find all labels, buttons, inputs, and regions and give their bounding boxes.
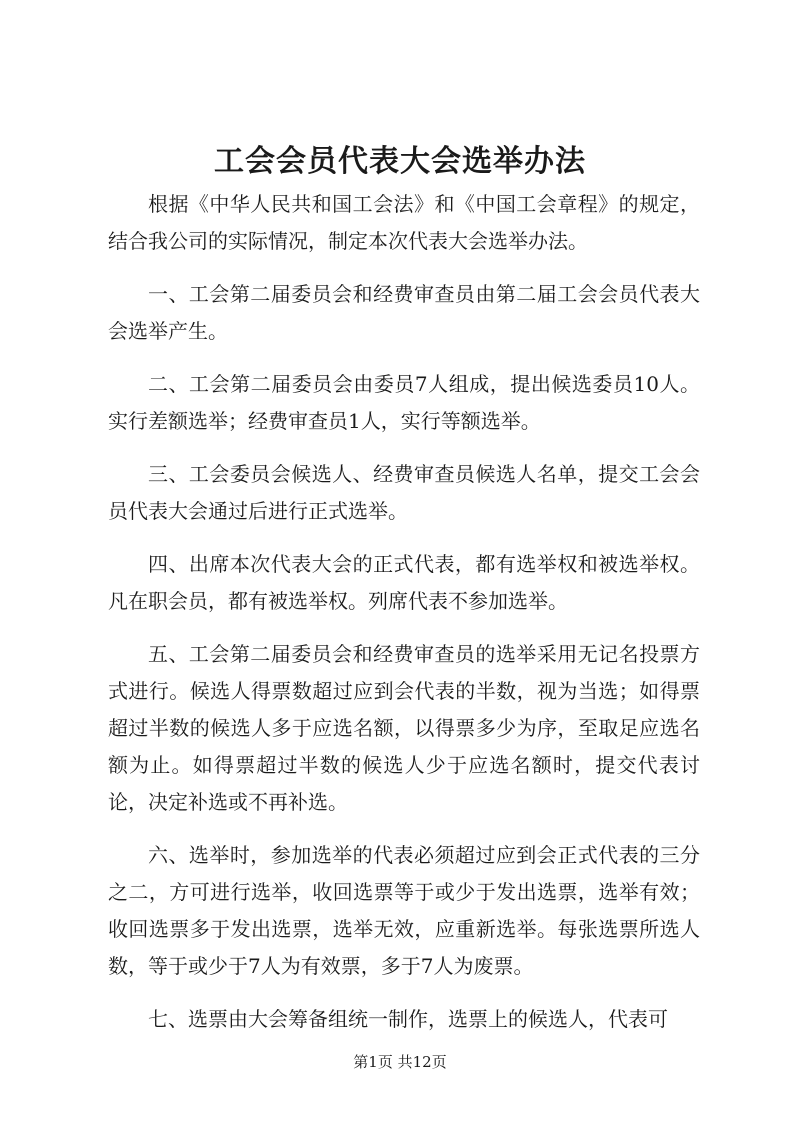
- document-title: 工会会员代表大会选举办法: [214, 144, 586, 179]
- paragraph-article-2: 二、工会第二届委员会由委员7人组成，提出候选委员10人。实行差额选举；经费审查员1人，实行等额选举。: [108, 372, 700, 433]
- paragraph-article-7: 七、选票由大会筹备组统一制作，选票上的候选人，代表可: [148, 1007, 668, 1031]
- paragraph-article-6: 六、选举时，参加选举的代表必须超过应到会正式代表的三分之二，方可进行选举，收回选票等于或少于发出选票，选举有效；收回选票多于发出选票，选举无效，应重新选举。每张选票所选人数，等于或少于7人为有效票，多于7人为废票。: [108, 843, 700, 978]
- page-number-footer: 第1页 共12页: [353, 1053, 447, 1071]
- paragraph-article-4: 四、出席本次代表大会的正式代表，都有选举权和被选举权。凡在职会员，都有被选举权。列席代表不参加选举。: [108, 552, 700, 613]
- document-body: [108, 186, 700, 1054]
- paragraph-article-5: 五、工会第二届委员会和经费审查员的选举采用无记名投票方式进行。候选人得票数超过应到会代表的半数，视为当选；如得票超过半数的候选人多于应选名额，以得票多少为序，至取足应选名额为止。如得票超过半数的候选人少于应选名额时，提交代表讨论，决定补选或不再补选。: [108, 642, 700, 814]
- paragraph-article-1: 一、工会第二届委员会和经费审查员由第二届工会会员代表大会选举产生。: [108, 282, 700, 343]
- paragraph-intro: 根据《中华人民共和国工会法》和《中国工会章程》的规定，结合我公司的实际情况，制定本次代表大会选举办法。: [108, 192, 700, 253]
- paragraph-article-3: 三、工会委员会候选人、经费审查员候选人名单，提交工会会员代表大会通过后进行正式选举。: [108, 462, 700, 523]
